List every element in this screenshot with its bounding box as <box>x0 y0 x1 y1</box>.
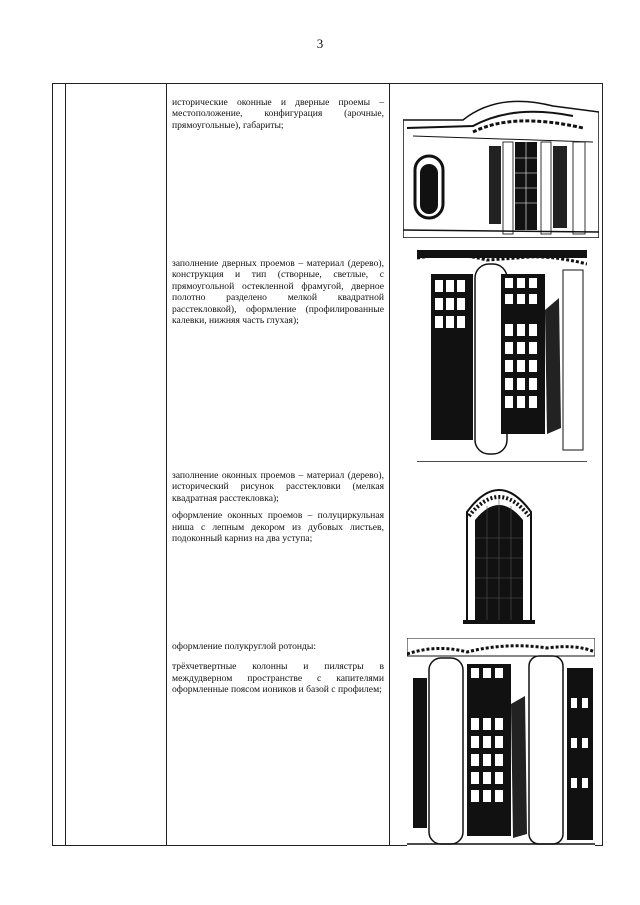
column-divider <box>389 84 390 845</box>
row-text-3 <box>172 470 384 550</box>
paragraph: оформление полукруглой ротонды: <box>172 641 317 652</box>
column-divider <box>65 84 66 845</box>
paragraph: заполнение дверных проемов – материал (дерево), конструкция и тип (створные, светлые, с прямоугольной остекленной фрамугой, дверное полотно разделено мелкой квадратной расстекловкой), оформление (профилированные калевки, нижняя часть глухая); <box>172 258 384 327</box>
rotunda-facade-photo <box>403 98 599 238</box>
paragraph: заполнение оконных проемов – материал (дерево), исторический рисунок расстекловки (мелкая квадратная расстекловка); <box>172 470 384 504</box>
page-number: 3 <box>316 36 324 51</box>
paragraph: исторические оконные и дверные проемы – местоположение, конфигурация (арочные, прямоугольные), габариты; <box>172 97 384 131</box>
row-text-4 <box>172 641 384 702</box>
column-divider <box>166 84 167 845</box>
paragraph: трёхчетвертные колонны и пилястры в междудверном пространстве с капителями оформленные поясом иоников и базой с профилем; <box>172 661 384 696</box>
arched-window-photo <box>463 476 535 624</box>
columns-photo <box>407 638 595 846</box>
row-text-2 <box>172 258 384 332</box>
paragraph: оформление оконных проемов – полуциркульная ниша с лепным декором из дубовых листьев, подоконный карниз на два уступа; <box>172 510 384 545</box>
row-text-1 <box>172 97 384 137</box>
document-table <box>52 83 603 846</box>
door-photo <box>417 250 587 462</box>
